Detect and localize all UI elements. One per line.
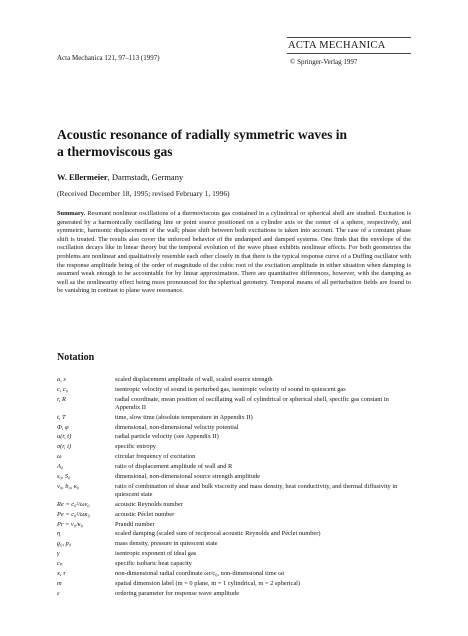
- notation-symbol: η: [57, 530, 61, 538]
- notation-row: [57, 521, 413, 529]
- notation-symbol: Pe = c₀²/ωκ₀: [57, 510, 90, 518]
- notation-description: ordering parameter for response wave amplitude: [115, 589, 240, 597]
- notation-description: circular frequency of excitation: [115, 453, 196, 461]
- notation-symbol: u(r, t): [57, 433, 72, 441]
- received-dates: (Received December 18, 1995; revised February 1, 1996): [57, 189, 230, 198]
- notation-description: isentropic exponent of ideal gas: [115, 550, 197, 558]
- notation-row: [57, 463, 413, 471]
- notation-row: [57, 501, 413, 509]
- notation-symbol: γ: [57, 550, 60, 558]
- notation-symbol: σ(r, t): [57, 443, 72, 451]
- notation-row: [57, 424, 413, 432]
- header-rule-middle: [287, 53, 411, 54]
- notation-row: [57, 483, 413, 499]
- notation-row: [57, 386, 413, 394]
- author-affiliation: , Darmstadt, Germany: [107, 172, 184, 182]
- notation-description: Prandtl number: [115, 520, 155, 528]
- notation-symbol: Re = c₀²/ων₀: [57, 500, 90, 508]
- notation-row: [57, 550, 413, 558]
- notation-description: ratio of combination of shear and bulk viscosity and mass density, heat conductivity, and thermal diffusivity in quiescent state: [115, 482, 398, 498]
- notation-symbol: cₚ: [57, 560, 63, 568]
- notation-description: dimensional, non-dimensional velocity potential: [115, 423, 239, 431]
- summary-label: Summary.: [57, 210, 86, 217]
- notation-row: [57, 530, 413, 538]
- notation-row: [57, 396, 413, 412]
- notation-description: specific entropy: [115, 443, 156, 451]
- notation-symbol: r, R: [57, 395, 66, 403]
- notation-row: [57, 511, 413, 519]
- notation-row: [57, 590, 413, 598]
- notation-row: [57, 414, 413, 422]
- notation-symbol: ε: [57, 589, 60, 597]
- notation-symbol: A₀: [57, 463, 64, 471]
- journal-name: ACTA MECHANICA: [288, 40, 386, 51]
- notation-description: specific isobaric heat capacity: [115, 560, 192, 568]
- notation-heading: Notation: [57, 352, 95, 363]
- notation-description: non-dimensional radial coordinate ωr/c₀, non-dimensional time ωt: [115, 570, 285, 578]
- summary-text: Resonant nonlinear oscillations of a thermoviscous gas contained in a cylindrical or spherical shell are studied. Excitation is generated by a harmonically oscillating line or point source positioned on a cylinder axis or the center of a sphere, respectively, and symmetric, harmonic displacement of the wall; phase shift between both excitations is taken into account. The case of a constant phase shift is treated. The results also cover the unforced behavior of the undamped and damped systems. One finds that the envelope of the oscillation decays like in linear theory but the temporal evolution of the wave phase exhibits nonlinear effects. For both geometries the problems are nonlinear and qualitatively resemble each other closely in that there is the typical response curve of a Duffing oscillator with the response amplitude being of the order of magnitude of the cubic root of the excitation amplitude in either situation when damping is assumed weak enough to be accountable for by linear approximation. There are quantitative differences, however, with the damping as well as the nonlinearity effect being more pronounced for the spherical geometry. Temporal means of all perturbation fields are found to be vanishing in contrast to plane wave resonance.: [57, 210, 411, 295]
- notation-description: dimensional, non-dimensional source strength amplitude: [115, 473, 261, 481]
- notation-row: [57, 433, 413, 441]
- copyright-line: © Springer-Verlag 1997: [290, 58, 358, 66]
- notation-row: [57, 540, 413, 548]
- notation-symbol: ν₀, b₀, κ₀: [57, 482, 80, 490]
- notation-row: [57, 580, 413, 588]
- notation-symbol: Φ, φ: [57, 423, 69, 431]
- journal-reference: Acta Mechanica 121, 97–113 (1997): [57, 54, 160, 62]
- notation-description: ratio of displacement amplitude of wall and R: [115, 463, 233, 471]
- notation-description: radial particle velocity (see Appendix II): [115, 433, 219, 441]
- author-line: [57, 172, 183, 182]
- notation-description: mass density, pressure in quiescent state: [115, 540, 218, 548]
- notation-description: spatial dimension label (m = 0 plane, m = 1 cylindrical, m = 2 spherical): [115, 579, 301, 587]
- notation-row: [57, 570, 413, 578]
- author-name: W. Ellermeier: [57, 172, 108, 182]
- notation-description: acoustic Péclet number: [115, 510, 175, 518]
- notation-description: radial coordinate, mean position of oscillating wall of cylindrical or spherical shell, specific gas constant in Appendix II: [115, 395, 389, 411]
- notation-row: [57, 453, 413, 461]
- notation-row: [57, 560, 413, 568]
- notation-symbol: t, T: [57, 413, 66, 421]
- notation-description: acoustic Reynolds number: [115, 500, 183, 508]
- notation-description: isentropic velocity of sound in perturbed gas, isentropic velocity of sound in quiescent gas: [115, 385, 346, 393]
- notation-row: [57, 473, 413, 481]
- notation-description: time, slow time (absolute temperature in Appendix II): [115, 413, 253, 421]
- notation-description: scaled damping (scaled sum of reciprocal acoustic Reynolds and Péclet number): [115, 530, 321, 538]
- header-rule-top: [287, 37, 411, 38]
- summary-paragraph: [57, 210, 411, 296]
- paper-title: Acoustic resonance of radially symmetric waves in a thermoviscous gas: [57, 127, 347, 159]
- notation-row: [57, 443, 413, 451]
- notation-symbol: Pr = ν₀/κ₀: [57, 520, 84, 528]
- notation-symbol: ω: [57, 453, 62, 461]
- notation-table: [57, 376, 413, 600]
- notation-symbol: c, c₀: [57, 385, 69, 393]
- notation-description: scaled displacement amplitude of wall, scaled source strength: [115, 376, 273, 383]
- notation-symbol: ϱ₀, p₀: [57, 540, 72, 548]
- notation-symbol: x, τ: [57, 570, 66, 578]
- notation-symbol: s₀, S₀: [57, 473, 71, 481]
- notation-symbol: a, s: [57, 376, 66, 383]
- notation-symbol: m: [57, 579, 62, 587]
- notation-row: [57, 376, 413, 384]
